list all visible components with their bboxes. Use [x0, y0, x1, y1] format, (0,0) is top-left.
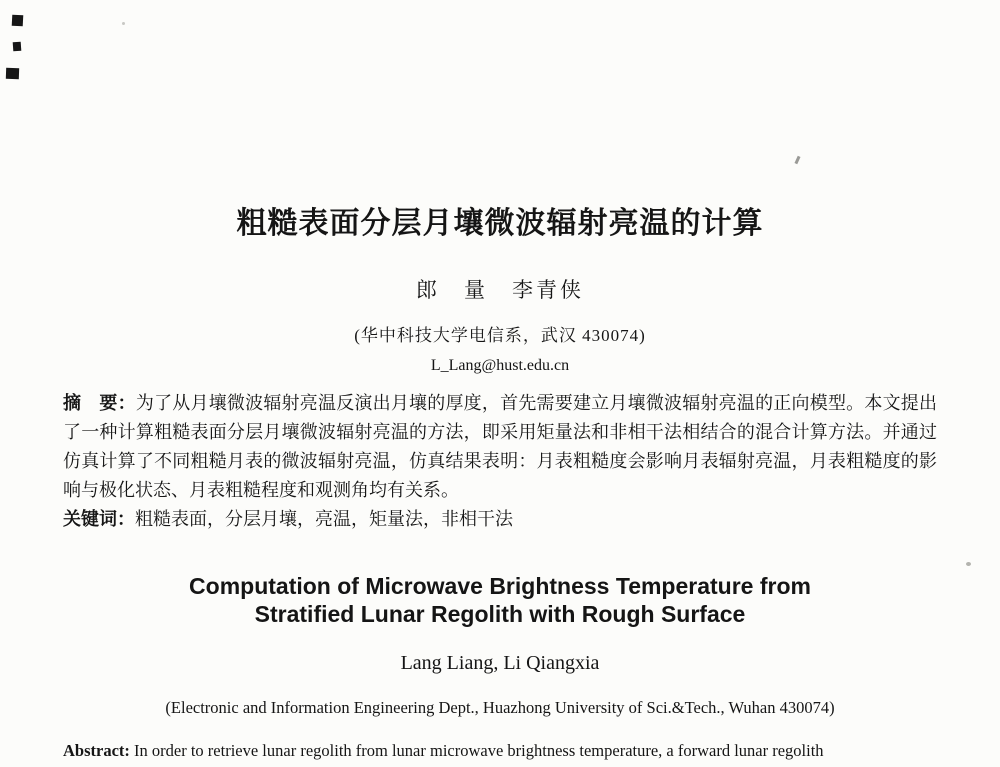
keywords-zh-text: 粗糙表面，分层月壤，亮温，矩量法，非相干法	[135, 509, 513, 529]
author-email: L_Lang@hust.edu.cn	[430, 357, 570, 374]
abstract-en-text: In order to retrieve lunar regolith from lunar microwave brightness temperature, a forward lunar regolith	[134, 741, 824, 760]
paper-title-en	[0, 572, 1000, 628]
scan-artifact	[795, 156, 801, 165]
abstract-zh-text: 为了从月壤微波辐射亮温反演出月壤的厚度，首先需要建立月壤微波辐射亮温的正向模型。本文提出了一种计算粗糙表面分层月壤微波辐射亮温的方法，即采用矩量法和非相干法相结合的混合计算方法。并通过仿真计算了不同粗糙月表的微波辐射亮温，仿真结果表明：月表粗糙度会影响月表辐射亮温，月表粗糙度的影响与极化状态、月表粗糙程度和观测角均有关系。	[63, 393, 938, 500]
paper-title-zh: 粗糙表面分层月壤微波辐射亮温的计算	[236, 207, 764, 240]
abstract-zh-label: 摘 要：	[63, 393, 136, 413]
scan-artifact	[13, 42, 22, 52]
abstract-zh-block	[63, 389, 937, 534]
authors-en: Lang Liang, Li Qiangxia	[400, 652, 600, 674]
keywords-zh-paragraph	[63, 505, 937, 534]
scan-artifact	[12, 15, 24, 27]
paper-title-en-line2: Stratified Lunar Regolith with Rough Surface	[254, 601, 746, 627]
authors-zh: 郎 量 李青侠	[416, 278, 584, 302]
abstract-zh-paragraph	[63, 389, 937, 505]
affiliation-en: (Electronic and Information Engineering Dept., Huazhong University of Sci.&Tech., Wuhan 430074)	[165, 698, 835, 717]
affiliation-zh: (华中科技大学电信系，武汉 430074)	[354, 326, 646, 345]
scan-artifact	[6, 68, 19, 79]
scan-artifact	[122, 22, 125, 25]
scan-artifact	[966, 562, 971, 566]
abstract-en-block	[63, 737, 937, 764]
abstract-en-label: Abstract:	[63, 741, 130, 760]
paper-title-en-line1: Computation of Microwave Brightness Temperature from	[189, 573, 811, 599]
keywords-zh-label: 关键词：	[63, 509, 135, 529]
